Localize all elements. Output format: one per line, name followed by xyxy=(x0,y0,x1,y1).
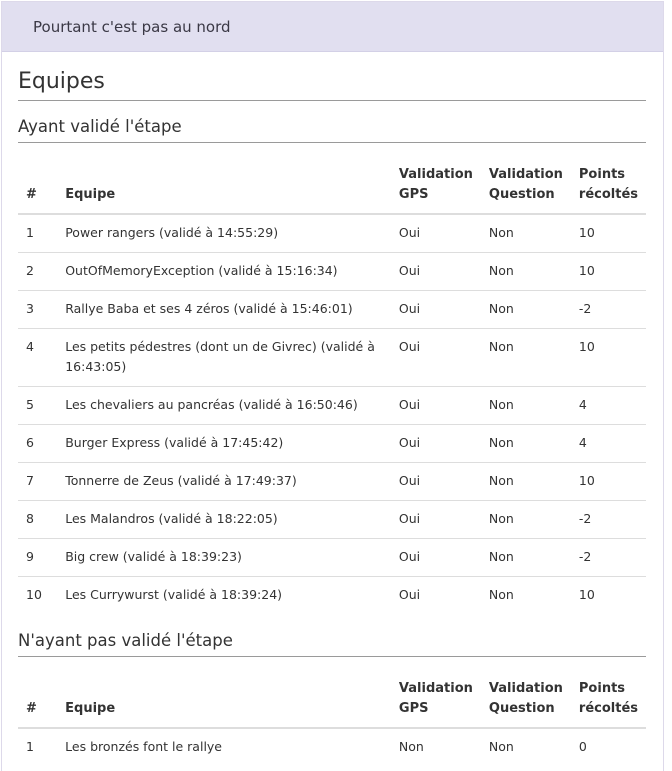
cell-team: Big crew (validé à 18:39:23) xyxy=(57,539,391,577)
cell-points: 10 xyxy=(578,225,595,240)
cell-points: 10 xyxy=(571,329,646,387)
cell-gps-validation: Oui xyxy=(391,577,481,615)
table-row xyxy=(18,728,646,766)
cell-team: Les Currywurst (validé à 18:39:24) xyxy=(57,577,391,615)
cell-gps-validation: Oui xyxy=(391,329,481,387)
cell-gps-validation: Oui xyxy=(391,501,481,539)
cell-points: -2 xyxy=(571,291,646,329)
table-row xyxy=(18,291,646,329)
cell-number: 10 xyxy=(18,577,57,615)
cell-number: 7 xyxy=(18,463,57,501)
col-header-question-validation xyxy=(481,165,571,214)
cell-points: 10 xyxy=(571,253,646,291)
col-header-question-line-1: Validation xyxy=(488,167,563,182)
table-row xyxy=(18,539,646,577)
cell-points: 4 xyxy=(571,425,646,463)
col-header-points-line-1: Points xyxy=(578,681,626,696)
cell-team: Les bronzés font le rallye xyxy=(65,739,222,754)
col-header-points xyxy=(571,679,646,728)
table-row xyxy=(18,577,646,615)
col-header-question-line-1: Validation xyxy=(488,681,563,696)
validated-section-title: Ayant validé l'étape xyxy=(18,117,646,143)
cell-team: Burger Express (validé à 17:45:42) xyxy=(57,425,391,463)
validated-teams-body xyxy=(18,214,646,614)
cell-gps-validation: Oui xyxy=(391,291,481,329)
col-header-question-line-2: Question xyxy=(488,701,555,716)
cell-question-validation: Non xyxy=(488,739,514,754)
not-validated-section-title: N'ayant pas validé l'étape xyxy=(18,631,646,657)
cell-question-validation: Non xyxy=(481,425,571,463)
cell-number: 9 xyxy=(18,539,57,577)
panel-heading xyxy=(2,2,663,52)
cell-team: Rallye Baba et ses 4 zéros (validé à 15:46:01) xyxy=(57,291,391,329)
cell-question-validation: Non xyxy=(488,225,514,240)
not-validated-teams-body xyxy=(18,728,646,766)
cell-number: 8 xyxy=(18,501,57,539)
table-row xyxy=(18,253,646,291)
stage-title: Pourtant c'est pas au nord xyxy=(33,17,231,36)
cell-number: 6 xyxy=(18,425,57,463)
col-header-team: Equipe xyxy=(57,679,391,728)
cell-number: 4 xyxy=(18,329,57,387)
cell-points: 4 xyxy=(571,387,646,425)
col-header-points-line-1: Points xyxy=(578,167,626,182)
cell-number: 1 xyxy=(26,739,34,754)
stage-panel xyxy=(1,1,664,771)
cell-number: 2 xyxy=(18,253,57,291)
cell-team: Les petits pédestres (dont un de Givrec) (validé à 16:43:05) xyxy=(57,329,391,387)
col-header-number: # xyxy=(18,165,57,214)
col-header-question-validation xyxy=(481,679,571,728)
cell-team: Power rangers (validé à 14:55:29) xyxy=(65,225,279,240)
cell-points: -2 xyxy=(571,539,646,577)
cell-points: 0 xyxy=(578,739,587,754)
cell-gps-validation: Oui xyxy=(391,539,481,577)
cell-gps-validation: Oui xyxy=(391,387,481,425)
cell-points: -2 xyxy=(571,501,646,539)
cell-team: Les Malandros (validé à 18:22:05) xyxy=(57,501,391,539)
cell-gps-validation: Oui xyxy=(391,253,481,291)
cell-points: 10 xyxy=(571,463,646,501)
page-title: Equipes xyxy=(18,69,646,101)
cell-question-validation: Non xyxy=(481,501,571,539)
col-header-gps-validation xyxy=(391,165,481,214)
col-header-question-line-2: Question xyxy=(488,187,555,202)
table-row xyxy=(18,329,646,387)
cell-question-validation: Non xyxy=(481,253,571,291)
cell-number: 3 xyxy=(18,291,57,329)
cell-number: 1 xyxy=(26,225,34,240)
cell-team: Tonnerre de Zeus (validé à 17:49:37) xyxy=(57,463,391,501)
table-row xyxy=(18,463,646,501)
col-header-number: # xyxy=(18,679,57,728)
table-header-row xyxy=(18,679,646,728)
table-header-row xyxy=(18,165,646,214)
panel-body xyxy=(2,69,663,766)
cell-team: Les chevaliers au pancréas (validé à 16:50:46) xyxy=(57,387,391,425)
cell-gps-validation: Oui xyxy=(398,225,421,240)
cell-team: OutOfMemoryException (validé à 15:16:34) xyxy=(57,253,391,291)
validated-teams-table xyxy=(18,165,646,614)
col-header-gps-line-1: Validation xyxy=(398,681,473,696)
col-header-points-line-2: récoltés xyxy=(578,187,638,202)
col-header-gps-line-1: Validation xyxy=(398,167,473,182)
col-header-gps-validation xyxy=(391,679,481,728)
not-validated-teams-table xyxy=(18,679,646,766)
col-header-gps-line-2: GPS xyxy=(398,187,429,202)
table-row xyxy=(18,425,646,463)
table-row xyxy=(18,501,646,539)
cell-points: 10 xyxy=(571,577,646,615)
col-header-points-line-2: récoltés xyxy=(578,701,638,716)
cell-question-validation: Non xyxy=(481,539,571,577)
cell-gps-validation: Oui xyxy=(391,425,481,463)
table-row xyxy=(18,214,646,253)
cell-question-validation: Non xyxy=(481,329,571,387)
cell-number: 5 xyxy=(18,387,57,425)
cell-gps-validation: Oui xyxy=(391,463,481,501)
cell-question-validation: Non xyxy=(481,577,571,615)
col-header-team: Equipe xyxy=(57,165,391,214)
cell-question-validation: Non xyxy=(481,463,571,501)
cell-question-validation: Non xyxy=(481,291,571,329)
col-header-points xyxy=(571,165,646,214)
col-header-gps-line-2: GPS xyxy=(398,701,429,716)
table-row xyxy=(18,387,646,425)
cell-gps-validation: Non xyxy=(398,739,424,754)
cell-question-validation: Non xyxy=(481,387,571,425)
